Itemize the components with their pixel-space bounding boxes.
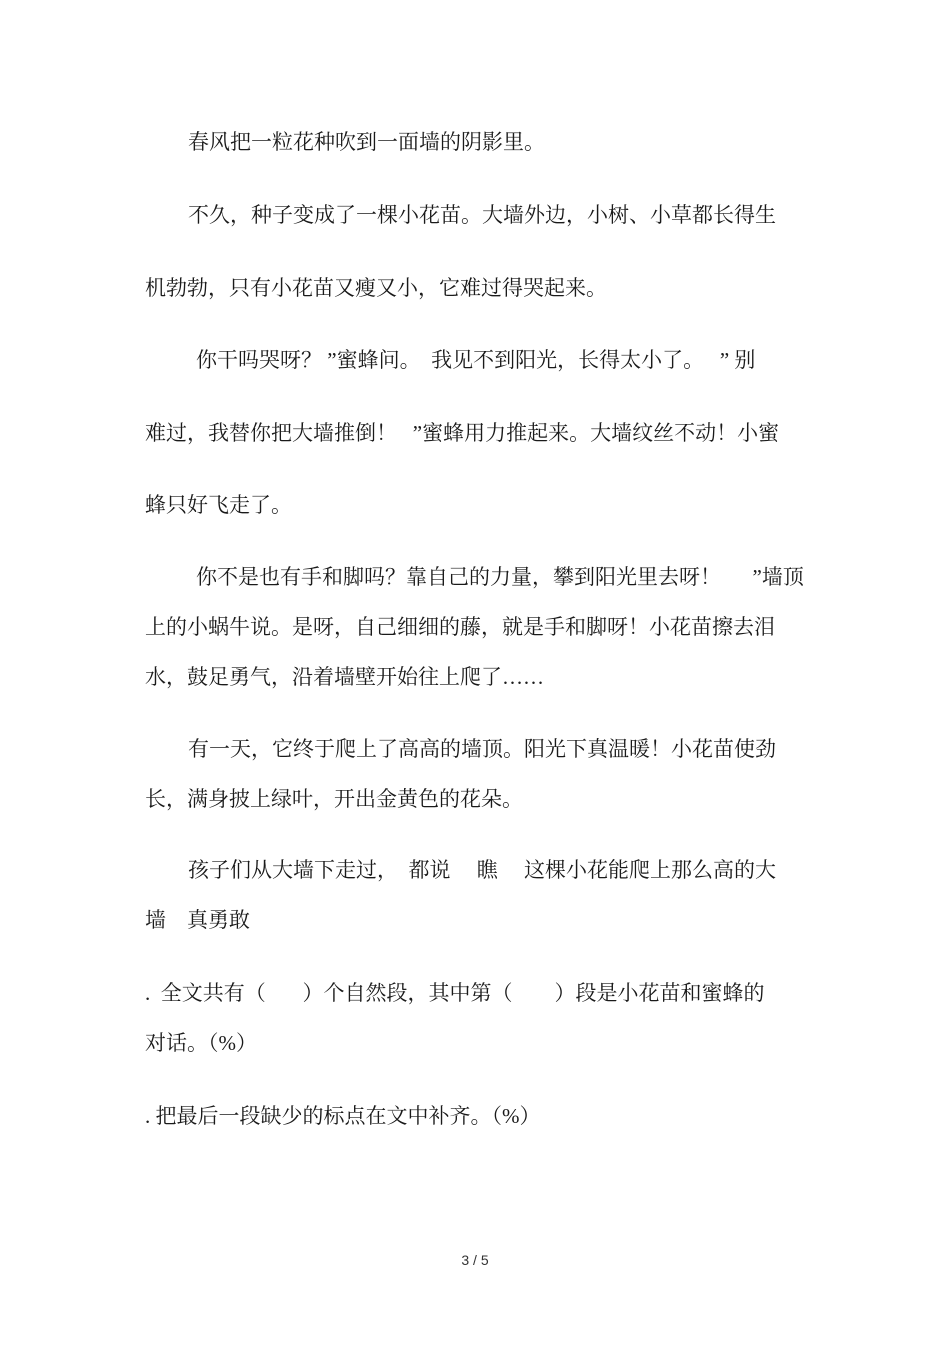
paragraph-line: 墙 真勇敢: [145, 908, 250, 932]
paragraph-line: 水，鼓足勇气，沿着墙壁开始往上爬了……: [145, 665, 544, 689]
paragraph-line: 机勃勃，只有小花苗又瘦又小，它难过得哭起来。: [145, 276, 607, 300]
paragraph-line: 你干吗哭呀？ ”蜜蜂问。 我见不到阳光，长得太小了。 ” 别: [196, 348, 756, 372]
paragraph-line: 长，满身披上绿叶，开出金黄色的花朵。: [145, 787, 523, 811]
page-number: 3 / 5: [461, 1252, 489, 1268]
paragraph-line: 春风把一粒花种吹到一面墙的阴影里。: [188, 130, 545, 154]
paragraph-line: 蜂只好飞走了。: [145, 493, 292, 517]
question-line: . 全文共有（ ）个自然段，其中第（ ）段是小花苗和蜜蜂的: [145, 981, 765, 1005]
paragraph-line: 有一天，它终于爬上了高高的墙顶。阳光下真温暖！小花苗使劲: [188, 737, 776, 761]
question-line: 对话。（%）: [145, 1031, 257, 1055]
paragraph-line: 孩子们从大墙下走过， 都说 瞧 这棵小花能爬上那么高的大: [188, 858, 776, 882]
paragraph-line: 上的小蜗牛说。是呀，自己细细的藤，就是手和脚呀！小花苗擦去泪: [145, 615, 775, 639]
paragraph-line: 不久，种子变成了一棵小花苗。大墙外边，小树、小草都长得生: [188, 203, 776, 227]
paragraph-line: 你不是也有手和脚吗？靠自己的力量，攀到阳光里去呀！ ”墙顶: [196, 565, 804, 589]
paragraph-line: 难过，我替你把大墙推倒！ ”蜜蜂用力推起来。大墙纹丝不动！小蜜: [145, 421, 780, 445]
question-line: . 把最后一段缺少的标点在文中补齐。（%）: [145, 1104, 541, 1128]
